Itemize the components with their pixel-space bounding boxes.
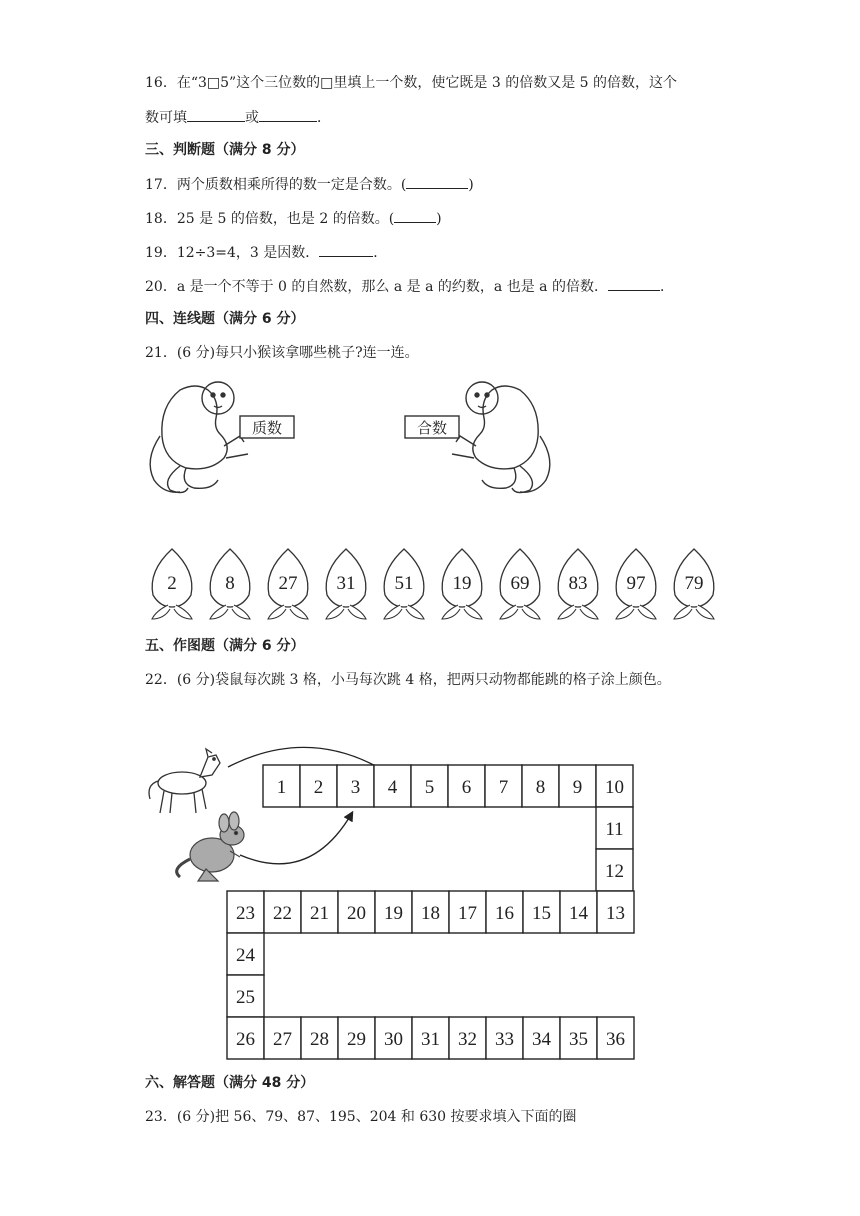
grid-cell-number: 24 <box>236 945 255 966</box>
peach-number: 69 <box>510 573 530 594</box>
grid-cell[interactable] <box>486 891 523 933</box>
grid-cell-number: 8 <box>535 777 546 798</box>
grid-cell[interactable] <box>522 765 559 807</box>
grid-cell-number: 34 <box>532 1029 551 1050</box>
grid-cell[interactable] <box>523 1017 560 1059</box>
grid-cell-number: 31 <box>421 1029 440 1050</box>
peach-number: 8 <box>225 573 235 594</box>
grid-cell-number: 10 <box>605 777 624 798</box>
grid-cell-number: 17 <box>458 903 477 924</box>
q16-prefix: 数可填 <box>145 110 187 126</box>
grid-cell-number: 19 <box>384 903 403 924</box>
q18-answer-blank[interactable] <box>394 208 436 223</box>
grid-cell[interactable] <box>560 891 597 933</box>
grid-cell[interactable] <box>227 891 264 933</box>
left-monkey-icon <box>150 382 248 493</box>
jump-grid-figure <box>140 745 640 1060</box>
grid-cell[interactable] <box>596 807 633 849</box>
grid-cell-number: 6 <box>461 777 472 798</box>
section-3-heading: 三、判断题（满分 8 分） <box>145 142 305 158</box>
section-6-heading: 六、解答题（满分 48 分） <box>145 1075 315 1091</box>
right-monkey-icon <box>452 382 550 493</box>
q18-close: ) <box>436 211 442 227</box>
q16-line1: 16．在“3□5”这个三位数的□里填上一个数，使它既是 3 的倍数又是 5 的倍数，这个 <box>145 75 678 91</box>
grid-cell[interactable] <box>264 891 301 933</box>
q19 <box>145 242 387 263</box>
q17-text: 17．两个质数相乘所得的数一定是合数。( <box>145 177 407 193</box>
peach-item[interactable] <box>268 549 308 619</box>
right-monkey-label: 合数 <box>416 421 448 437</box>
grid-cell[interactable] <box>597 1017 634 1059</box>
q19-text: 19．12÷3=4，3 是因数． <box>145 245 320 261</box>
grid-cell-number: 36 <box>606 1029 625 1050</box>
kangaroo-jump-arrow <box>240 813 352 864</box>
q19-answer-blank[interactable] <box>319 242 373 257</box>
peach-number: 2 <box>167 573 177 594</box>
grid-cell-number: 13 <box>606 903 625 924</box>
section-4-heading: 四、连线题（满分 6 分） <box>145 311 305 327</box>
peach-number: 27 <box>278 573 298 594</box>
peach-item[interactable] <box>384 549 424 619</box>
q22-text: 22．(6 分)袋鼠每次跳 3 格，小马每次跳 4 格，把两只动物都能跳的格子涂上颜色。 <box>145 672 671 688</box>
peach-item[interactable] <box>558 549 598 619</box>
grid-cell-number: 33 <box>495 1029 514 1050</box>
q17-close: ) <box>468 177 474 193</box>
grid-cell[interactable] <box>264 1017 301 1059</box>
grid-cell[interactable] <box>596 765 633 807</box>
grid-cell-number: 25 <box>236 987 255 1008</box>
grid-cell-number: 20 <box>347 903 366 924</box>
q20-answer-blank[interactable] <box>608 276 660 291</box>
grid-cell[interactable] <box>263 765 300 807</box>
q23-text: 23．(6 分)把 56、79、87、195、204 和 630 按要求填入下面的圈 <box>145 1109 577 1125</box>
grid-cell[interactable] <box>448 765 485 807</box>
grid-cell-number: 23 <box>236 903 255 924</box>
grid-cell-number: 2 <box>313 777 324 798</box>
grid-cell-number: 15 <box>532 903 551 924</box>
grid-cell[interactable] <box>559 765 596 807</box>
q17-answer-blank[interactable] <box>406 174 468 189</box>
grid-cell[interactable] <box>449 1017 486 1059</box>
grid-cell[interactable] <box>227 975 264 1017</box>
q19-end: ． <box>373 245 388 261</box>
grid-cell-number: 16 <box>495 903 514 924</box>
grid-cell[interactable] <box>300 765 337 807</box>
grid-cell-number: 7 <box>498 777 509 798</box>
q20-text: 20．a 是一个不等于 0 的自然数，那么 a 是 a 的约数，a 也是 a 的倍数． <box>145 279 608 295</box>
grid-cell[interactable] <box>375 1017 412 1059</box>
grid-cell-number: 26 <box>236 1029 255 1050</box>
grid-cell[interactable] <box>412 891 449 933</box>
grid-cell-number: 32 <box>458 1029 477 1050</box>
section-5-heading: 五、作图题（满分 6 分） <box>145 638 305 654</box>
peach-item[interactable] <box>326 549 366 619</box>
peach-number: 31 <box>336 573 356 594</box>
grid-cell-number: 28 <box>310 1029 329 1050</box>
grid-cell[interactable] <box>485 765 522 807</box>
grid-cell-number: 4 <box>387 777 398 798</box>
grid-cell-number: 30 <box>384 1029 403 1050</box>
grid-cell[interactable] <box>375 891 412 933</box>
q20 <box>145 276 674 297</box>
peach-item[interactable] <box>442 549 482 619</box>
grid-cell-number: 3 <box>350 777 361 798</box>
grid-cell-number: 35 <box>569 1029 588 1050</box>
grid-cell-number: 22 <box>273 903 292 924</box>
grid-cell[interactable] <box>338 891 375 933</box>
grid-cell[interactable] <box>596 849 633 891</box>
q16-end: ． <box>317 110 331 126</box>
grid-cell-number: 14 <box>569 903 588 924</box>
peach-number: 97 <box>626 573 646 594</box>
grid-cell-number: 27 <box>273 1029 292 1050</box>
peach-item[interactable] <box>210 549 250 619</box>
q18-text: 18．25 是 5 的倍数，也是 2 的倍数。( <box>145 211 395 227</box>
q16-blank-2[interactable] <box>259 107 317 122</box>
grid-cell[interactable] <box>449 891 486 933</box>
horse-icon <box>149 749 220 813</box>
grid-cell[interactable] <box>301 1017 338 1059</box>
grid-cell-number: 5 <box>424 777 435 798</box>
peach-item[interactable] <box>152 549 192 619</box>
grid-cell[interactable] <box>338 1017 375 1059</box>
grid-cell[interactable] <box>523 891 560 933</box>
grid-cell-number: 18 <box>421 903 440 924</box>
grid-cell[interactable] <box>301 891 338 933</box>
kangaroo-icon <box>177 812 244 881</box>
peach-item[interactable] <box>500 549 540 619</box>
q16-line2 <box>145 107 331 128</box>
monkeys-illustration <box>140 376 560 500</box>
grid-cell[interactable] <box>227 1017 264 1059</box>
grid-cell-number: 21 <box>310 903 329 924</box>
q20-end: ． <box>659 279 674 295</box>
peach-number: 51 <box>394 573 414 594</box>
grid-cell-number: 9 <box>572 777 583 798</box>
grid-cell[interactable] <box>374 765 411 807</box>
peaches-row <box>140 545 720 625</box>
grid-cell-number: 11 <box>605 819 624 840</box>
grid-cell[interactable] <box>411 765 448 807</box>
peach-number: 83 <box>568 573 588 594</box>
grid-cell[interactable] <box>560 1017 597 1059</box>
grid-cell[interactable] <box>412 1017 449 1059</box>
q16-blank-1[interactable] <box>187 107 245 122</box>
left-monkey-label: 质数 <box>251 421 283 437</box>
q17 <box>145 174 474 195</box>
grid-cell-number: 1 <box>276 777 287 798</box>
peach-number: 19 <box>452 573 472 594</box>
grid-cell[interactable] <box>486 1017 523 1059</box>
grid-cell-number: 12 <box>605 861 624 882</box>
q16-or: 或 <box>245 110 259 126</box>
grid-cell[interactable] <box>337 765 374 807</box>
grid-cell-number: 29 <box>347 1029 366 1050</box>
peach-number: 79 <box>684 573 704 594</box>
peach-item[interactable] <box>674 549 714 619</box>
grid-cell[interactable] <box>227 933 264 975</box>
q18 <box>145 208 442 229</box>
grid-cell[interactable] <box>597 891 634 933</box>
peach-item[interactable] <box>616 549 656 619</box>
q21-text: 21．(6 分)每只小猴该拿哪些桃子?连一连。 <box>145 345 419 361</box>
